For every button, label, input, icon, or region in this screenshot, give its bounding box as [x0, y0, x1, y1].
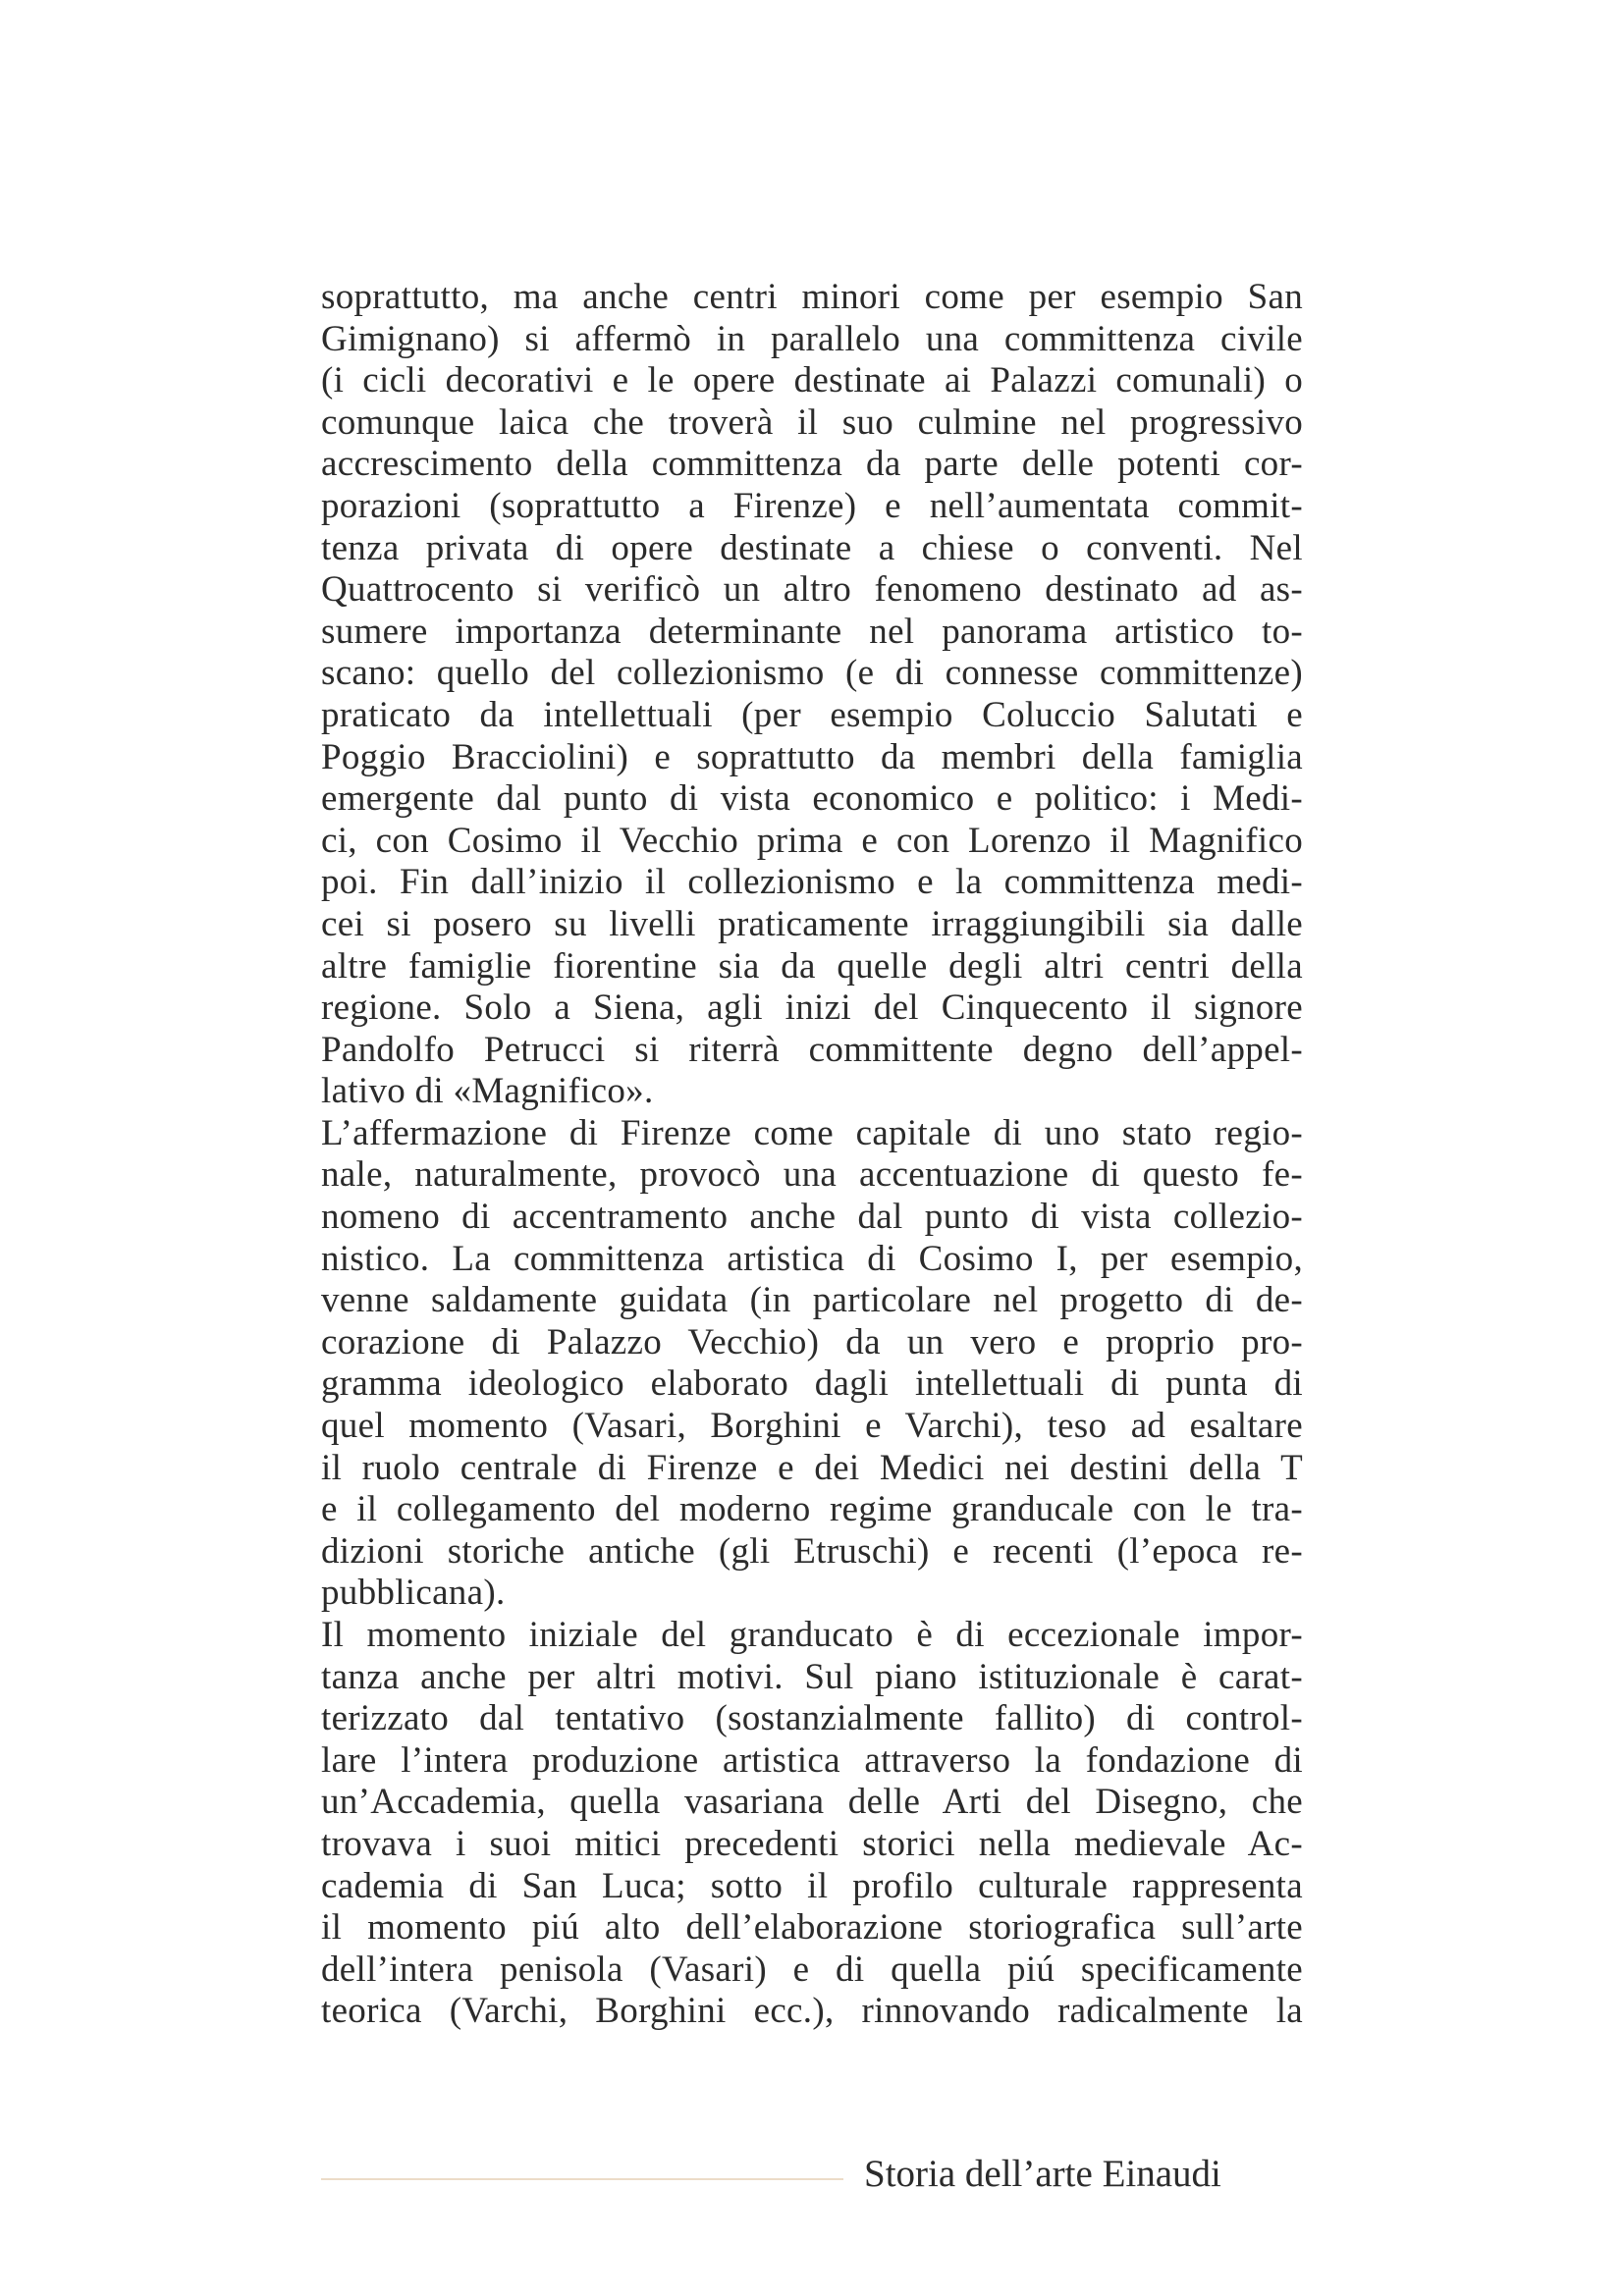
text-line: venne saldamente guidata (in particolare nel progetto di de-: [321, 1280, 1303, 1321]
text-line: porazioni (soprattutto a Firenze) e nell’aumentata commit-: [321, 485, 1303, 526]
text-line: altre famiglie fiorentine sia da quelle degli altri centri della: [321, 945, 1303, 987]
footer-rule: [321, 2178, 843, 2180]
text-line: terizzato dal tentativo (sostanzialmente fallito) di control-: [321, 1698, 1303, 1739]
text-line: Poggio Bracciolini) e soprattutto da membri della famiglia: [321, 736, 1303, 777]
text-line: sumere importanza determinante nel panorama artistico to-: [321, 611, 1303, 652]
text-line: Gimignano) si affermò in parallelo una committenza civile: [321, 318, 1303, 359]
text-line: poi. Fin dall’inizio il collezionismo e la committenza medi-: [321, 862, 1303, 903]
text-line: regione. Solo a Siena, agli inizi del Cinquecento il signore: [321, 988, 1303, 1029]
text-line: teorica (Varchi, Borghini ecc.), rinnovando radicalmente la: [321, 1991, 1303, 2032]
text-line: nistico. La committenza artistica di Cosimo I, per esempio,: [321, 1238, 1303, 1279]
text-line: scano: quello del collezionismo (e di connesse committenze): [321, 653, 1303, 694]
text-line: praticato da intellettuali (per esempio Coluccio Salutati e: [321, 694, 1303, 735]
text-line: quel momento (Vasari, Borghini e Varchi), teso ad esaltare: [321, 1406, 1303, 1447]
text-line: il ruolo centrale di Firenze e dei Medici nei destini della T: [321, 1447, 1303, 1488]
text-line: trovava i suoi mitici precedenti storici nella medievale Ac-: [321, 1823, 1303, 1864]
text-line: emergente dal punto di vista economico e politico: i Medi-: [321, 778, 1303, 820]
text-line: ci, con Cosimo il Vecchio prima e con Lorenzo il Magnifico: [321, 820, 1303, 861]
text-line: tanza anche per altri motivi. Sul piano istituzionale è carat-: [321, 1656, 1303, 1697]
text-line: Pandolfo Petrucci si riterrà committente degno dell’appel-: [321, 1029, 1303, 1070]
text-line: un’Accademia, quella vasariana delle Arti del Disegno, che: [321, 1782, 1303, 1823]
text-line: nale, naturalmente, provocò una accentuazione di questo fe-: [321, 1154, 1303, 1196]
text-line: cei si posero su livelli praticamente irraggiungibili sia dalle: [321, 903, 1303, 944]
text-line: soprattutto, ma anche centri minori come per esempio San: [321, 277, 1303, 317]
text-line: cademia di San Luca; sotto il profilo culturale rappresenta: [321, 1865, 1303, 1906]
text-line: gramma ideologico elaborato dagli intellettuali di punta di: [321, 1363, 1303, 1405]
text-line: L’affermazione di Firenze come capitale di uno stato regio-: [321, 1112, 1303, 1153]
text-line: comunque laica che troverà il suo culmine nel progressivo: [321, 401, 1303, 443]
footer-title: Storia dell’arte Einaudi: [864, 2153, 1221, 2195]
text-line: dell’intera penisola (Vasari) e di quella piú specificamente: [321, 1949, 1303, 1990]
text-line: pubblicana).: [321, 1573, 506, 1614]
text-line: nomeno di accentramento anche dal punto di vista collezio-: [321, 1197, 1303, 1238]
text-line: dizioni storiche antiche (gli Etruschi) e recenti (l’epoca re-: [321, 1530, 1303, 1572]
text-line: tenza privata di opere destinate a chiese o conventi. Nel: [321, 527, 1303, 568]
text-line: corazione di Palazzo Vecchio) da un vero e proprio pro-: [321, 1321, 1303, 1362]
text-line: (i cicli decorativi e le opere destinate ai Palazzi comunali) o: [321, 360, 1303, 401]
text-line: accrescimento della committenza da parte delle potenti cor-: [321, 444, 1303, 485]
text-line: Il momento iniziale del granducato è di eccezionale impor-: [321, 1615, 1303, 1655]
text-line: lare l’intera produzione artistica attraverso la fondazione di: [321, 1739, 1303, 1781]
text-line: il momento piú alto dell’elaborazione storiografica sull’arte: [321, 1907, 1303, 1949]
text-line: lativo di «Magnifico».: [321, 1071, 654, 1112]
text-line: e il collegamento del moderno regime granducale con le tra-: [321, 1489, 1303, 1530]
text-line: Quattrocento si verificò un altro fenomeno destinato ad as-: [321, 569, 1303, 611]
body-text: [321, 277, 1303, 2033]
